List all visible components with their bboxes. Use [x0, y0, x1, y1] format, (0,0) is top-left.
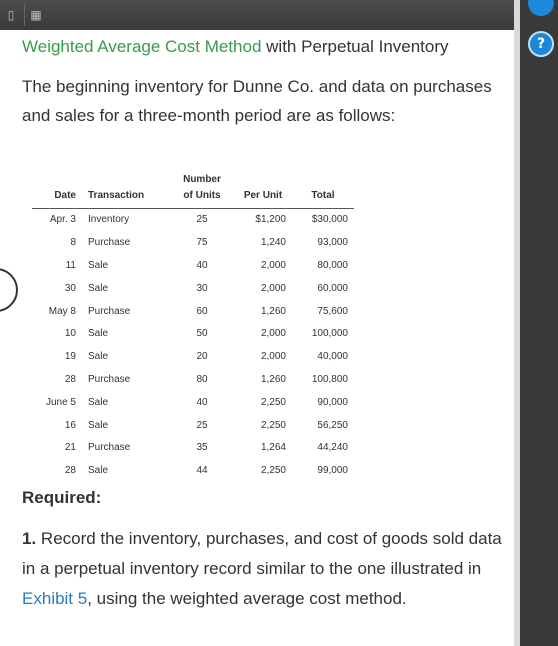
header-per-unit: Per Unit: [234, 172, 292, 209]
cell-total: 56,250: [317, 419, 348, 431]
header-units-bottom: of Units: [183, 190, 221, 201]
cell-units: 25: [196, 214, 208, 226]
cell-units: 30: [196, 282, 208, 294]
header-transaction: Transaction: [82, 172, 170, 209]
item-text-before: Record the inventory, purchases, and cost of goods sold data in a perpetual inventory record similar to the one illustrated in: [22, 529, 502, 578]
inventory-table-body: [32, 209, 354, 483]
cell-total: 80,000: [317, 259, 348, 271]
cell-date: 28: [64, 373, 76, 385]
table-row: [32, 460, 354, 483]
panel-divider: [514, 0, 520, 646]
help-icon[interactable]: ?: [528, 31, 554, 57]
cell-transaction: Purchase: [88, 305, 131, 317]
cell-total: 99,000: [317, 465, 348, 477]
cell-per-unit: 2,250: [260, 396, 286, 408]
cell-units: 20: [196, 351, 208, 363]
table-row: [32, 209, 354, 232]
cell-per-unit: 1,260: [260, 305, 286, 317]
cell-date: 19: [64, 351, 76, 363]
header-units: [170, 172, 234, 209]
cell-per-unit: $1,200: [255, 214, 286, 226]
page-icon[interactable]: ▯: [7, 8, 15, 22]
cell-date: 30: [64, 282, 76, 294]
cell-per-unit: 2,000: [260, 328, 286, 340]
cell-total: 93,000: [317, 237, 348, 249]
header-total: Total: [292, 172, 354, 209]
cell-per-unit: 1,264: [260, 442, 286, 454]
cell-transaction: Purchase: [88, 442, 131, 454]
cell-total: 60,000: [317, 282, 348, 294]
cell-transaction: Purchase: [88, 373, 131, 385]
cell-per-unit: 2,250: [260, 419, 286, 431]
page-title: [22, 37, 449, 57]
cell-date: Apr. 3: [49, 214, 76, 226]
table-row: [32, 232, 354, 255]
cell-total: 100,000: [311, 328, 348, 340]
table-row: [32, 277, 354, 300]
cell-date: 21: [64, 442, 76, 454]
cell-date: 11: [65, 259, 76, 271]
cell-total: 90,000: [317, 396, 348, 408]
cell-per-unit: 2,000: [260, 351, 286, 363]
table-row: [32, 414, 354, 437]
cell-total: 75,600: [317, 305, 348, 317]
edge-circle-icon: [0, 268, 18, 312]
table-header-row: [32, 172, 354, 209]
cell-units: 44: [196, 465, 208, 477]
cell-transaction: Sale: [88, 351, 109, 363]
table-row: [32, 346, 354, 369]
cell-per-unit: 2,000: [260, 259, 286, 271]
cell-units: 35: [196, 442, 208, 454]
table-row: [32, 323, 354, 346]
cell-per-unit: 1,240: [260, 237, 286, 249]
cell-total: $30,000: [311, 214, 348, 226]
header-date: Date: [32, 172, 82, 209]
table-row: [32, 255, 354, 278]
table-row: [32, 437, 354, 460]
cell-transaction: Sale: [88, 328, 109, 340]
calculator-icon[interactable]: ▦: [24, 4, 47, 26]
cell-date: 28: [64, 465, 76, 477]
table-row: [32, 300, 354, 323]
exhibit-link[interactable]: Exhibit 5: [22, 589, 88, 608]
cell-transaction: Sale: [88, 396, 109, 408]
table-row: [32, 369, 354, 392]
cell-transaction: Sale: [88, 465, 109, 477]
header-units-top: Number: [183, 174, 221, 185]
cell-units: 60: [196, 305, 208, 317]
cell-per-unit: 1,260: [260, 373, 286, 385]
cell-transaction: Inventory: [88, 214, 130, 226]
required-item-1: [22, 524, 502, 614]
cell-per-unit: 2,000: [260, 282, 286, 294]
cell-date: 10: [64, 328, 76, 340]
cell-units: 40: [196, 396, 208, 408]
title-rest: with Perpetual Inventory: [261, 37, 449, 56]
intro-text: The beginning inventory for Dunne Co. and data on purchases and sales for a three-month period are as follows:: [22, 77, 492, 125]
title-link[interactable]: Weighted Average Cost Method: [22, 37, 262, 56]
cell-units: 80: [196, 373, 208, 385]
cell-per-unit: 2,250: [260, 465, 286, 477]
cell-total: 100,800: [311, 373, 348, 385]
required-heading: Required:: [22, 488, 102, 507]
table-row: [32, 391, 354, 414]
cell-units: 40: [196, 259, 208, 271]
cell-transaction: Sale: [88, 259, 109, 271]
cell-units: 75: [196, 237, 208, 249]
item-text-after: , using the weighted average cost method.: [87, 589, 407, 608]
item-number: 1.: [22, 529, 37, 548]
cell-transaction: Sale: [88, 282, 109, 294]
cell-units: 50: [196, 328, 208, 340]
cell-transaction: Sale: [88, 419, 109, 431]
cell-total: 44,240: [317, 442, 348, 454]
cell-date: 16: [64, 419, 76, 431]
top-toolbar: [0, 0, 514, 30]
cell-total: 40,000: [317, 351, 348, 363]
cell-date: 8: [70, 237, 76, 249]
side-panel: [514, 0, 558, 646]
cell-units: 25: [196, 419, 208, 431]
cell-transaction: Purchase: [88, 237, 131, 249]
cell-date: June 5: [45, 396, 76, 408]
inventory-table: [32, 172, 354, 483]
cell-date: May 8: [48, 305, 76, 317]
